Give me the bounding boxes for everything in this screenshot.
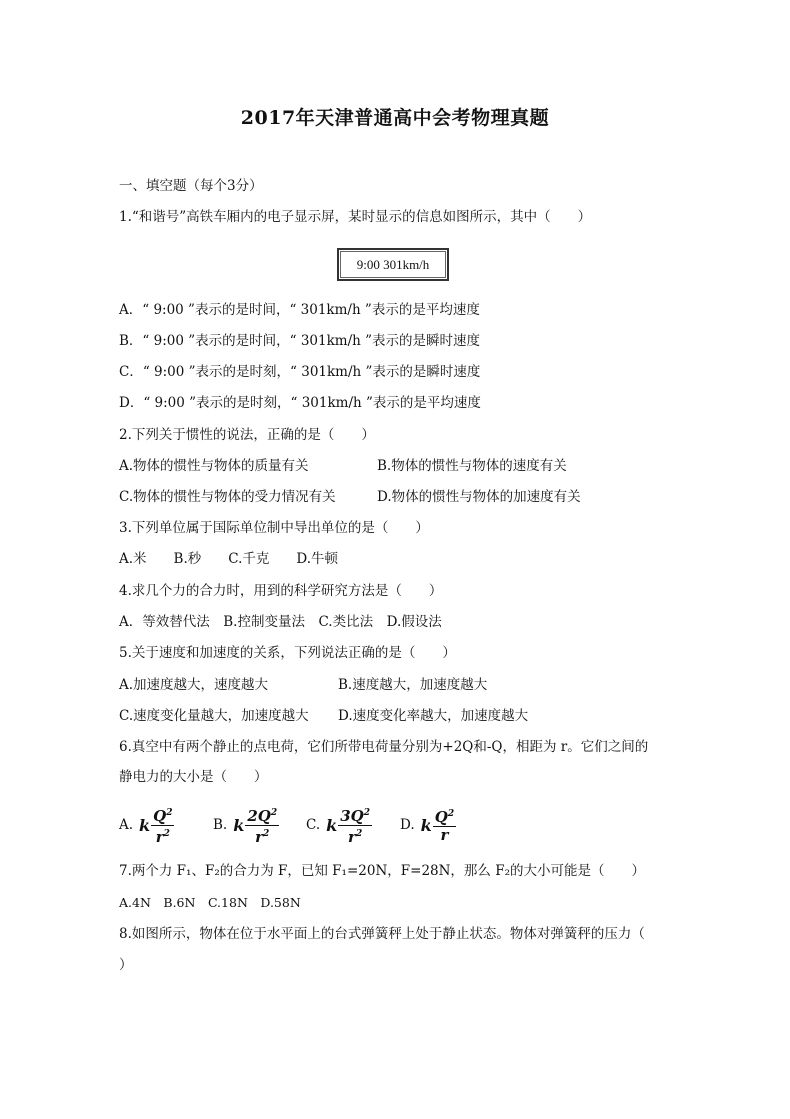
question-2-stem: 2.下列关于惯性的说法，正确的是（ ） <box>119 427 375 443</box>
question-5-option-a: A.加速度越大，速度越大 <box>119 677 269 693</box>
question-5-option-b: B.速度越大，加速度越大 <box>338 677 488 693</box>
formula-fraction: $\frac{Q^2}{r}$ <box>434 808 455 844</box>
question-3-stem: 3.下列单位属于国际单位制中导出单位的是（ ） <box>119 520 429 536</box>
question-8-stem-line-2: ） <box>119 957 133 973</box>
question-2-options-row-2 <box>119 487 581 507</box>
question-6-option-d: D. k $\frac{Q^2}{r}$ <box>400 808 455 844</box>
question-6-stem-line-2: 静电力的大小是（ ） <box>119 769 268 785</box>
formula-fraction: $\frac{Q^2}{r^2}$ <box>153 806 173 846</box>
question-6-stem-line-1: 6.真空中有两个静止的点电荷，它们所带电荷量分别为+2Q和-Q，相距为 r。它们之间的 <box>119 739 649 755</box>
question-7-stem: 7.两个力 F₁、F₂的合力为 F，已知 F₁=20N，F=28N，那么 F₂的大小可能是（ ） <box>119 863 645 879</box>
question-6-option-a: A. k $\frac{Q^2}{r^2}$ <box>119 806 173 846</box>
question-2-option-c: C.物体的惯性与物体的受力情况有关 <box>119 489 336 505</box>
question-5-option-d: D.速度变化率越大，加速度越大 <box>338 708 529 724</box>
question-5-options-row-2 <box>119 706 528 726</box>
display-text: 9:00 301km/h <box>356 256 430 272</box>
question-5-option-c: C.速度变化量越大，加速度越大 <box>119 708 309 724</box>
question-6-option-b: B. k $\frac{2Q^2}{r^2}$ <box>213 806 278 846</box>
question-5-stem: 5.关于速度和加速度的关系，下列说法正确的是（ ） <box>119 645 456 661</box>
question-2-option-a: A.物体的惯性与物体的质量有关 <box>119 458 309 474</box>
question-4-stem: 4.求几个力的合力时，用到的科学研究方法是（ ） <box>119 583 443 599</box>
formula-fraction: $\frac{2Q^2}{r^2}$ <box>247 806 278 846</box>
question-1-option-c: C．“ 9:00 ”表示的是时刻，“ 301km/h ”表示的是瞬时速度 <box>119 364 481 380</box>
question-8-stem-line-1: 8.如图所示，物体在位于水平面上的台式弹簧秤上处于静止状态。物体对弹簧秤的压力（ <box>119 926 645 942</box>
question-6-options <box>119 800 679 850</box>
section-heading: 一、填空题（每个3分） <box>119 178 263 194</box>
question-3-options: A.米 B.秒 C.千克 D.牛顿 <box>119 551 339 567</box>
formula-fraction: $\frac{3Q^2}{r^2}$ <box>340 806 371 846</box>
page-title: 2017年天津普通高中会考物理真题 <box>240 107 550 129</box>
question-2-option-b: B.物体的惯性与物体的速度有关 <box>377 458 567 474</box>
speed-display-image <box>337 248 449 281</box>
question-2-options-row-1 <box>119 456 567 476</box>
question-1-option-b: B．“ 9:00 ”表示的是时间，“ 301km/h ”表示的是瞬时速度 <box>119 333 480 349</box>
question-6-option-c: C. k $\frac{3Q^2}{r^2}$ <box>306 806 371 846</box>
question-2-option-d: D.物体的惯性与物体的加速度有关 <box>377 489 581 505</box>
question-1-option-a: A．“ 9:00 ”表示的是时间，“ 301km/h ”表示的是平均速度 <box>119 302 480 318</box>
question-7-options: A.4N B.6N C.18N D.58N <box>119 895 301 910</box>
question-5-options-row-1 <box>119 675 487 695</box>
question-4-options: A．等效替代法 B.控制变量法 C.类比法 D.假设法 <box>119 614 442 630</box>
question-1-option-d: D．“ 9:00 ”表示的是时刻，“ 301km/h ”表示的是平均速度 <box>119 395 481 411</box>
question-1-stem: 1.“和谐号”高铁车厢内的电子显示屏，某时显示的信息如图所示，其中（ ） <box>119 209 592 225</box>
